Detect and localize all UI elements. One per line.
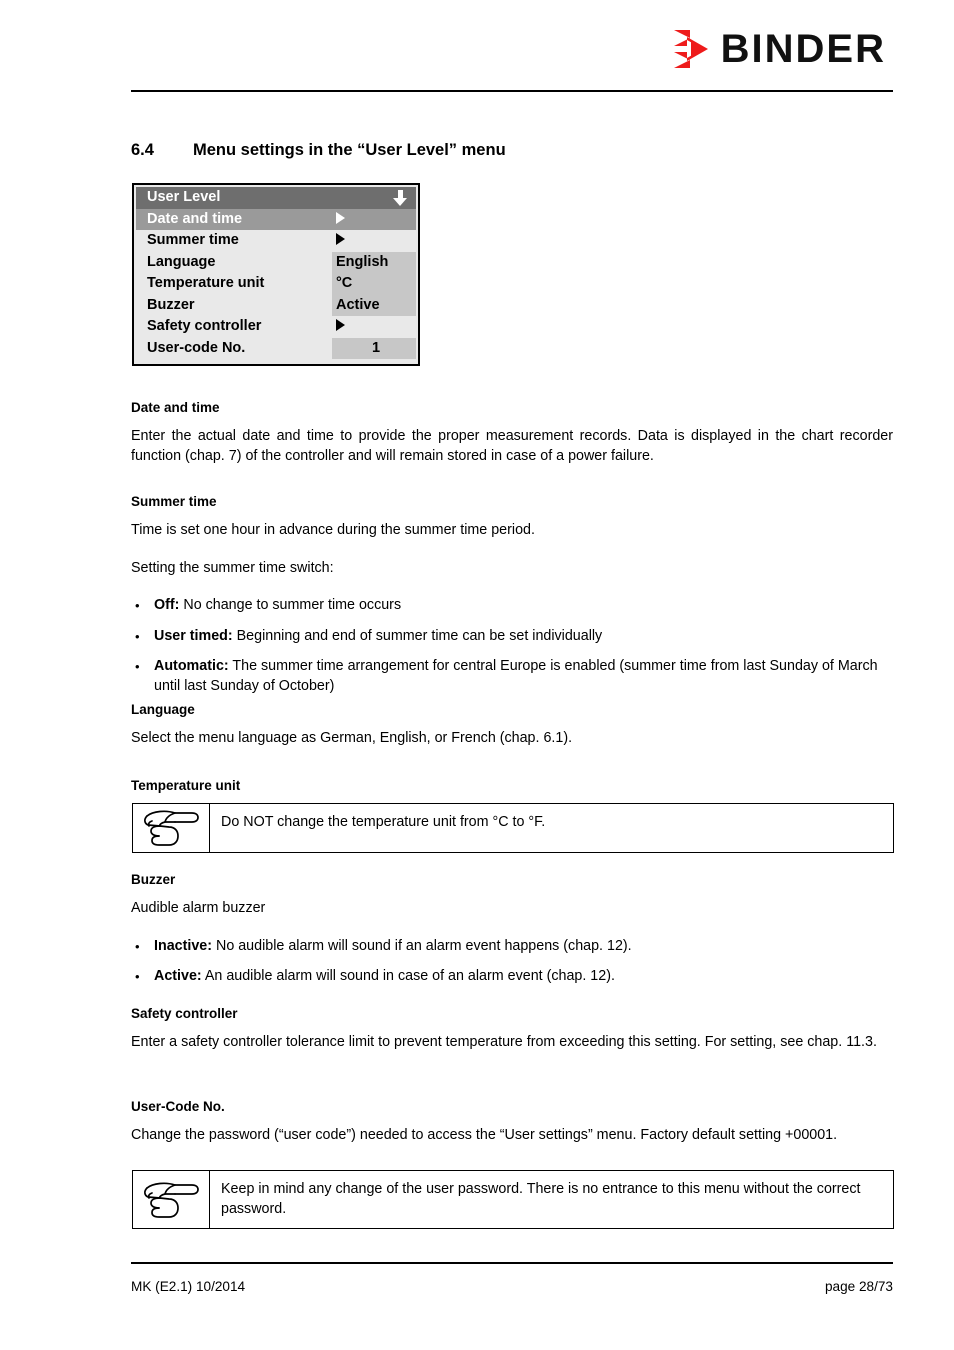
menu-item-value — [332, 316, 416, 338]
text-user-code-no: Change the password (“user code”) needed to access the “User settings” menu. Factory default setting +00001. — [131, 1127, 838, 1143]
footer-document-id: MK (E2.1) 10/2014 — [131, 1279, 246, 1294]
bullet-text: The summer time arrangement for central Europe is enabled (summer time from last Sunday of March until last Sunday of October) — [154, 658, 878, 694]
page-footer — [131, 1278, 893, 1296]
text-language: Select the menu language as German, English, or French (chap. 6.1). — [131, 730, 573, 746]
bullet-term: Off: — [154, 597, 180, 613]
heading-user-code-no: User-Code No. — [131, 1099, 225, 1114]
menu-item-label: Safety controller — [147, 318, 262, 334]
block-buzzer — [131, 871, 893, 987]
note-text: Do NOT change the temperature unit from °C to °F. — [221, 814, 546, 830]
menu-item-summer-time[interactable] — [136, 230, 416, 252]
heading-date-and-time: Date and time — [131, 400, 220, 415]
menu-item-temperature-unit[interactable] — [136, 273, 416, 295]
menu-item-value: 1 — [332, 338, 416, 360]
footer-page-number: page 28/73 — [824, 1279, 893, 1294]
page-title — [131, 140, 506, 160]
block-temperature-unit — [131, 777, 893, 805]
menu-item-label: Temperature unit — [147, 275, 265, 291]
note-box-user-code-no — [132, 1170, 894, 1229]
heading-temperature-unit: Temperature unit — [131, 778, 241, 793]
bullet-term: User timed: — [154, 627, 233, 644]
menu-item-language[interactable] — [136, 252, 416, 274]
menu-item-value: English — [332, 252, 416, 274]
text-buzzer: Audible alarm buzzer — [131, 900, 266, 916]
chevron-right-icon — [336, 233, 345, 245]
text-safety-controller: Enter a safety controller tolerance limit to prevent temperature from exceeding this setting. For setting, see chap. 11.3. — [131, 1034, 877, 1050]
pointing-hand-icon — [133, 1171, 210, 1228]
list-item — [131, 596, 893, 616]
list-item — [131, 937, 893, 957]
brand-wordmark: BINDER — [720, 27, 886, 71]
menu-item-buzzer[interactable] — [136, 295, 416, 317]
section-title: Menu settings in the “User Level” menu — [193, 141, 506, 159]
chevron-right-icon — [336, 319, 345, 331]
menu-item-value: °C — [332, 273, 416, 295]
bullet-term: Inactive: — [154, 937, 213, 954]
bullet-text: No change to summer time occurs — [179, 597, 402, 613]
menu-item-date-and-time[interactable] — [136, 209, 416, 231]
bullet-term: Automatic: — [154, 658, 229, 674]
section-number: 6.4 — [131, 141, 154, 159]
list-item — [131, 657, 893, 696]
controller-menu-screen — [132, 183, 420, 366]
menu-item-label: User-code No. — [147, 339, 246, 356]
pointing-hand-icon — [133, 804, 210, 852]
bullet-text: No audible alarm will sound if an alarm event happens (chap. 12). — [212, 937, 632, 954]
menu-item-value — [332, 209, 416, 231]
block-user-code-no — [131, 1098, 893, 1146]
menu-item-safety-controller[interactable] — [136, 316, 416, 338]
menu-title-label: User Level — [147, 189, 221, 205]
text-summer-time-2: Setting the summer time switch: — [131, 559, 334, 576]
list-buzzer-options — [131, 937, 893, 987]
block-date-and-time — [131, 399, 893, 466]
heading-buzzer: Buzzer — [131, 872, 176, 887]
list-summer-time-options — [131, 596, 893, 696]
list-item — [131, 627, 893, 647]
block-summer-time — [131, 493, 893, 696]
heading-language: Language — [131, 702, 195, 717]
bullet-text: An audible alarm will sound in case of an alarm event (chap. 12). — [201, 968, 615, 984]
binder-logo — [674, 26, 886, 72]
list-item — [131, 967, 893, 987]
menu-item-label: Buzzer — [147, 296, 195, 313]
menu-title-bar — [136, 187, 416, 209]
block-language — [131, 701, 893, 749]
text-date-and-time: Enter the actual date and time to provide the proper measurement records. Data is displayed in the chart recorder function (chap. 7) of the controller and will remain stored in case of a power failure. — [131, 428, 893, 464]
bullet-term: Active: — [154, 968, 202, 984]
block-safety-controller — [131, 1005, 893, 1053]
menu-item-label: Date and time — [147, 210, 243, 227]
bullet-text: Beginning and end of summer time can be set individually — [232, 627, 603, 644]
arrow-down-icon — [393, 190, 408, 206]
menu-item-label: Summer time — [147, 232, 239, 248]
footer-divider — [131, 1262, 893, 1264]
page-header — [0, 0, 954, 92]
menu-item-value: Active — [332, 295, 416, 317]
binder-triangles-logo-icon — [674, 29, 712, 69]
heading-summer-time: Summer time — [131, 494, 217, 509]
chevron-right-icon — [336, 212, 345, 224]
menu-item-user-code-no[interactable] — [136, 338, 416, 360]
menu-item-value — [332, 230, 416, 252]
text-summer-time-1: Time is set one hour in advance during the summer time period. — [131, 522, 535, 538]
heading-safety-controller: Safety controller — [131, 1006, 238, 1021]
note-box-temperature-unit — [132, 803, 894, 853]
note-text: Keep in mind any change of the user password. There is no entrance to this menu without the correct password. — [221, 1181, 861, 1217]
header-divider — [131, 90, 893, 92]
menu-item-label: Language — [147, 253, 216, 270]
